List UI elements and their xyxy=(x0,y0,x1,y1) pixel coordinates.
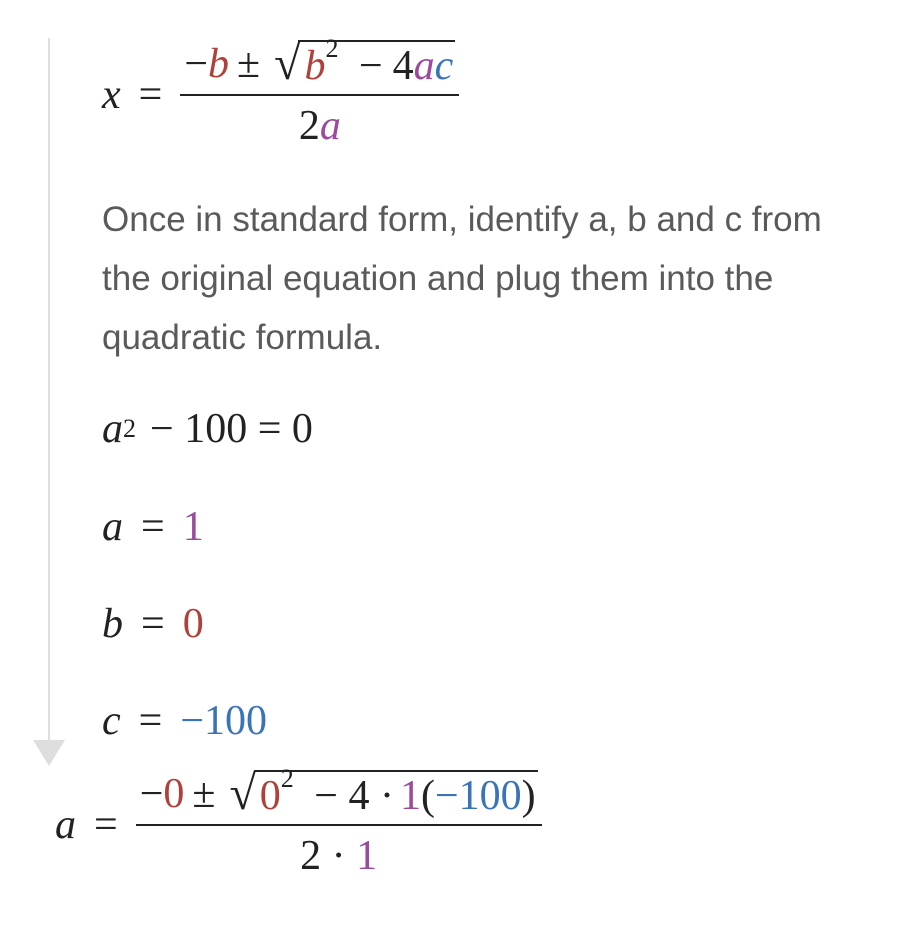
formula-numerator xyxy=(180,33,459,96)
coefficient-value: 0 xyxy=(182,601,204,647)
formula-sqrt xyxy=(274,33,455,91)
formula-denominator xyxy=(299,96,341,150)
equation-rest: − 100 = 0 xyxy=(150,406,313,452)
result-num-minus: − xyxy=(139,771,164,818)
formula-den-two: 2 xyxy=(298,103,320,150)
formula-rad-b: b xyxy=(304,43,326,89)
result-rad-exponent: 2 xyxy=(280,763,294,793)
formula-rad-b-exponent: 2 xyxy=(325,33,339,63)
formula-rad-four: 4 xyxy=(392,43,414,89)
result-den-two-dot: 2 · xyxy=(300,833,346,880)
coefficient-a xyxy=(102,503,204,551)
result-den-one: 1 xyxy=(356,833,378,880)
substituted-formula xyxy=(55,763,542,880)
coefficient-b xyxy=(102,600,204,648)
result-sqrt xyxy=(229,763,537,821)
formula-den-a: a xyxy=(319,103,341,150)
formula-rad-c: c xyxy=(434,43,454,89)
formula-rad-minus: − xyxy=(358,43,383,89)
formula-lhs: x xyxy=(102,72,121,119)
result-rad-zero: 0 xyxy=(259,773,281,819)
formula-rad-a: a xyxy=(413,43,435,89)
result-equals: = xyxy=(94,802,118,849)
result-rad-minus-four: − 4 · xyxy=(314,773,394,819)
result-denominator xyxy=(300,826,377,880)
formula-fraction xyxy=(180,33,459,150)
result-paren-close: ) xyxy=(521,773,536,819)
result-rad-c: −100 xyxy=(434,773,522,819)
result-paren-open: ( xyxy=(420,773,435,819)
result-num-zero: 0 xyxy=(163,771,185,818)
coefficient-equals: = xyxy=(141,601,165,647)
result-radicand xyxy=(254,763,538,819)
coefficient-value: 1 xyxy=(182,504,204,550)
explanation-text: Once in standard form, identify a, b and c from the original equation and plug them into the quadratic formula. xyxy=(102,200,822,357)
result-numerator xyxy=(136,763,542,826)
coefficient-value: −100 xyxy=(180,698,268,744)
result-rad-one: 1 xyxy=(399,773,421,819)
coefficient-name: a xyxy=(102,504,123,550)
formula-num-minus: − xyxy=(184,41,209,88)
timeline-line xyxy=(48,38,50,743)
formula-plus-minus: ± xyxy=(237,41,261,88)
coefficient-name: c xyxy=(102,698,121,744)
result-fraction xyxy=(136,763,542,880)
result-plus-minus: ± xyxy=(192,771,216,818)
equation-var: a xyxy=(102,406,123,452)
standard-form-equation: a 2 − 100 = 0 xyxy=(102,406,313,452)
formula-num-b: b xyxy=(208,41,230,88)
sqrt-icon: √ xyxy=(274,37,301,91)
coefficient-equals: = xyxy=(141,504,165,550)
timeline-arrow-icon xyxy=(33,740,65,766)
result-lhs: a xyxy=(55,802,76,849)
quadratic-formula xyxy=(102,33,459,150)
coefficient-equals: = xyxy=(138,698,163,744)
formula-radicand xyxy=(298,33,455,89)
coefficient-c xyxy=(102,697,267,745)
coefficient-name: b xyxy=(102,601,123,647)
sqrt-icon: √ xyxy=(229,767,256,821)
formula-equals: = xyxy=(138,72,163,119)
